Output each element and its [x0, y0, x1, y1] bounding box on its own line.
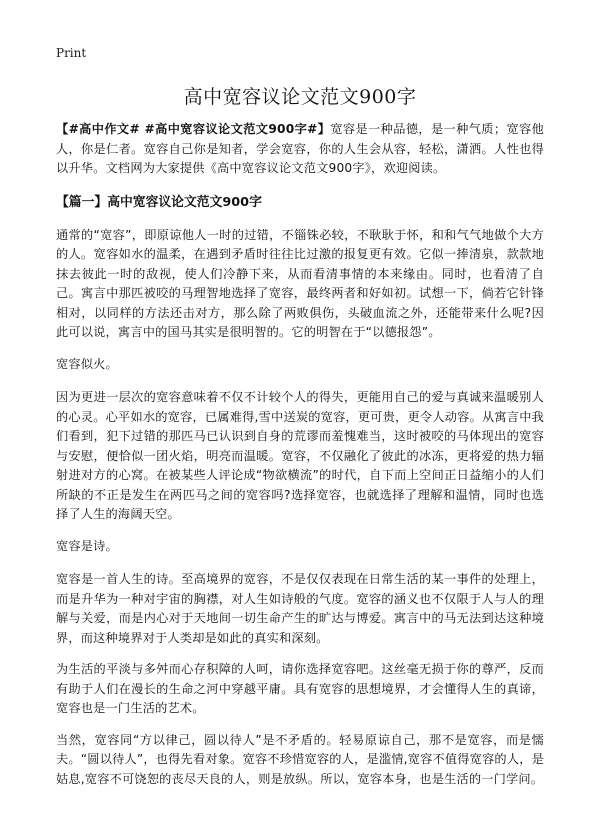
intro-paragraph: [56, 120, 544, 179]
paragraph-7: 当然，宽容同“方以律己，圆以待人”是不矛盾的。轻易原谅自己，那不是宽容，而是懦夫。“圆以待人”，也得先看对象。宽容不珍惜宽容的人，是滥情,宽容不值得宽容的人，是姑息,宽容不可饶恕的丧尽天良的人，则是放纵。所以，宽容本身，也是生活的一门学问。: [56, 732, 544, 786]
intro-tag: 【#高中作文# #高中宽容议论文范文900字#】: [56, 122, 331, 136]
article-body: [56, 120, 544, 801]
paragraph-2: 宽容似火。: [56, 356, 118, 371]
paragraph-1: 通常的“宽容”，即原谅他人一时的过错，不锱铢必较，不耿耿于怀，和和气气地做个大方的人。宽容如水的温柔，在遇到矛盾时往往比过激的报复更有效。它似一捧清泉，款款地抹去彼此一时的敌视，使人们冷静下来，从而看清事情的本来缘由。同时，也看清了自己。寓言中那匹被咬的马理智地选择了宽容，最终两者和好如初。试想一下，倘若它针锋相对，以同样的方法还击对方，那么除了两败俱伤，头破血流之外，还能带来什么呢?因此可以说，寓言中的国马其实是很明智的。它的明智在于“以德报怨”。: [56, 227, 544, 339]
paragraph-5: 宽容是一首人生的诗。至高境界的宽容，不是仅仅表现在日常生活的某一事件的处理上，而是升华为一种对宇宙的胸襟，对人生如诗般的气度。宽容的涵义也不仅限于人与人的理解与关爱，而是内心对于天地间一切生命产生的旷达与博爱。寓言中的马无法到达这种境界，而这种境界对于人类却是如此的真实和深刻。: [56, 572, 544, 645]
paragraph-4: 宽容是诗。: [56, 538, 118, 553]
paragraph-6: 为生活的平淡与多舛而心存积障的人呵，请你选择宽容吧。这丝毫无损于你的尊严，反而有助于人们在漫长的生命之河中穿越平庸。具有宽容的思想境界，才会懂得人生的真谛，宽容也是一门生活的艺术。: [56, 662, 544, 715]
section-heading: 【篇一】高中宽容议论文范文900字: [56, 194, 262, 210]
page-title: 高中宽容议论文范文900字: [183, 86, 417, 108]
paragraph-3: 因为更进一层次的宽容意味着不仅不计较个人的得失，更能用自己的爱与真诚来温暖别人的心灵。心平如水的宽容，已属难得,雪中送炭的宽容，更可贵，更令人动容。从寓言中我们看到，犯下过错的那匹马已认识到自身的荒谬而羞愧难当，这时被咬的马体现出的宽容与安慰，便恰似一团火焰，明亮而温暖。宽容，不仅融化了彼此的冰冻，更将爱的热力辐射进对方的心窝。在被某些人评论成“物欲横流”的时代，自下而上空间正日益缩小的人们所缺的不正是发生在两匹马之间的宽容吗?选择宽容，也就选择了理解和温情，同时也选择了人生的海阔天空。: [56, 390, 544, 521]
print-link[interactable]: Print: [56, 46, 87, 60]
intro-text: 宽容是一种品德，是一种气质；宽容他人，你是仁者。宽容自己你是知者，学会宽容，你的人生会从容，轻松，潇洒。人性也得以升华。文档网为大家提供《高中宽容议论文范文900字》，欢迎阅读。: [56, 122, 544, 175]
